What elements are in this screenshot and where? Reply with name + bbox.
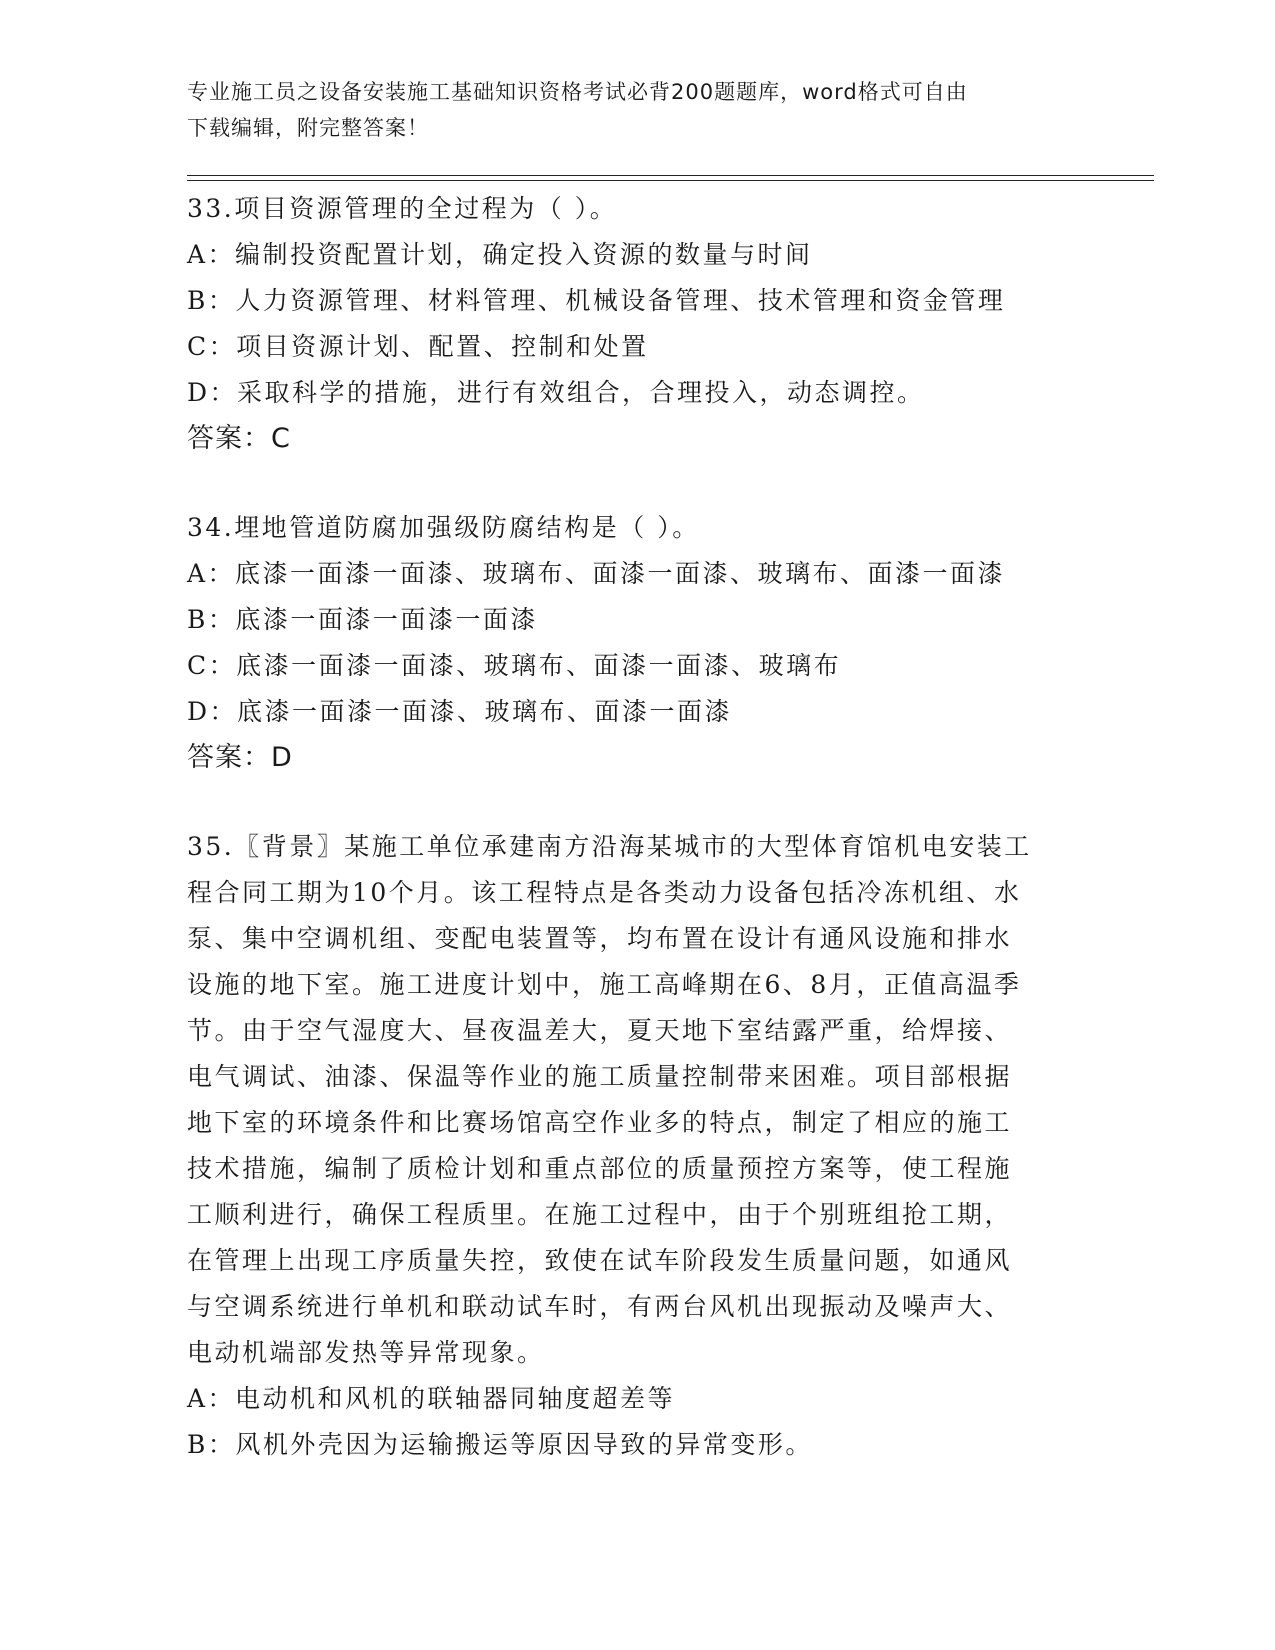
question-spacer <box>187 781 1087 824</box>
question-35 <box>187 824 1087 1468</box>
question-33 <box>187 186 1087 462</box>
option-d: D：底漆一面漆一面漆、玻璃布、面漆一面漆 <box>187 697 733 726</box>
question-stem-line: 程合同工期为10个月。该工程特点是各类动力设备包括冷冻机组、水 <box>187 878 1022 907</box>
option-d: D：采取科学的措施，进行有效组合，合理投入，动态调控。 <box>187 378 925 407</box>
answer: 答案：C <box>187 423 291 454</box>
question-stem-line: 在管理上出现工序质量失控，致使在试车阶段发生质量问题，如通风 <box>187 1246 1013 1275</box>
option-c: C：项目资源计划、配置、控制和处置 <box>187 332 649 361</box>
question-stem-line: 与空调系统进行单机和联动试车时，有两台风机出现振动及噪声大、 <box>187 1292 1013 1321</box>
option-b: B：底漆一面漆一面漆一面漆 <box>187 605 538 634</box>
question-stem-line: 电动机端部发热等异常现象。 <box>187 1338 545 1367</box>
option-a: A：电动机和风机的联轴器同轴度超差等 <box>187 1384 676 1413</box>
question-stem-line: 工顺利进行，确保工程质里。在施工过程中，由于个别班组抢工期， <box>187 1200 1013 1229</box>
question-stem-line: 技术措施，编制了质检计划和重点部位的质量预控方案等，使工程施 <box>187 1154 1013 1183</box>
question-stem-line: 35.〖背景〗某施工单位承建南方沿海某城市的大型体育馆机电安装工 <box>187 832 1032 861</box>
option-b: B：风机外壳因为运输搬运等原因导致的异常变形。 <box>187 1430 813 1459</box>
question-stem-line: 节。由于空气湿度大、昼夜温差大，夏天地下室结露严重，给焊接、 <box>187 1016 1013 1045</box>
option-b: B：人力资源管理、材料管理、机械设备管理、技术管理和资金管理 <box>187 286 1006 315</box>
header-divider-bottom <box>187 180 1154 181</box>
question-34 <box>187 505 1087 781</box>
header-divider-top <box>187 175 1154 176</box>
option-a: A：底漆一面漆一面漆、玻璃布、面漆一面漆、玻璃布、面漆一面漆 <box>187 559 1006 588</box>
header-line-2: 下载编辑，附完整答案！ <box>187 116 429 140</box>
question-stem: 33.项目资源管理的全过程为（ ）。 <box>187 194 618 223</box>
header-line-1: 专业施工员之设备安装施工基础知识资格考试必背200题题库，word格式可自由 <box>187 80 968 104</box>
question-stem-line: 设施的地下室。施工进度计划中，施工高峰期在6、8月，正值高温季 <box>187 970 1022 999</box>
document-header <box>187 74 1067 146</box>
option-c: C：底漆一面漆一面漆、玻璃布、面漆一面漆、玻璃布 <box>187 651 842 680</box>
question-stem: 34.埋地管道防腐加强级防腐结构是（ ）。 <box>187 513 700 542</box>
question-stem-line: 泵、集中空调机组、变配电装置等，均布置在设计有通风设施和排水 <box>187 924 1013 953</box>
answer: 答案：D <box>187 742 293 773</box>
question-stem-line: 电气调试、油漆、保温等作业的施工质量控制带来困难。项目部根据 <box>187 1062 1013 1091</box>
question-spacer <box>187 462 1087 505</box>
option-a: A：编制投资配置计划，确定投入资源的数量与时间 <box>187 240 813 269</box>
question-stem-line: 地下室的环境条件和比赛场馆高空作业多的特点，制定了相应的施工 <box>187 1108 1013 1137</box>
question-list <box>187 186 1087 1468</box>
